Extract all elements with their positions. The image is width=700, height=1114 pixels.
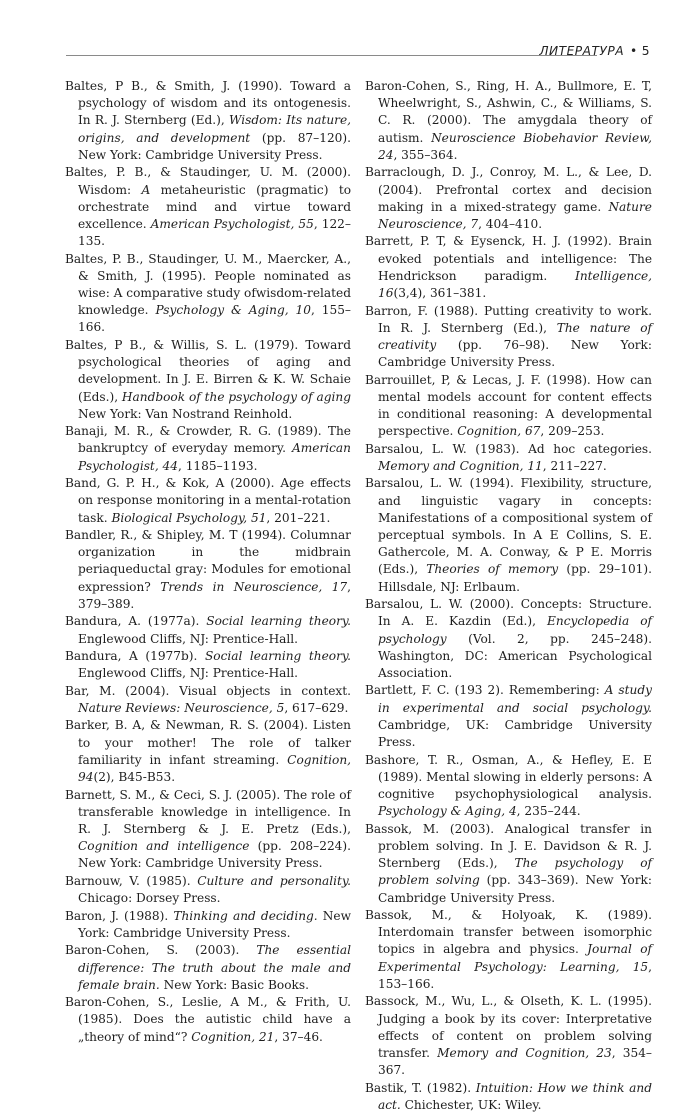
reference-text: Cambridge, UK: Cambridge University Press.	[378, 717, 652, 750]
references-right-column	[365, 78, 652, 1114]
reference-entry	[65, 423, 351, 475]
reference-text: (3,4), 361–381.	[393, 286, 487, 301]
reference-text: Baltes, P B., & Smith, J. (1990). Toward a psychology of wisdom and its ontogenesis. In R. J. Sternberg (Ed.),	[65, 79, 351, 128]
reference-text: Barker, B. A, & Newman, R. S. (2004). Listen to your mother! The role of talker familiarity in infant streaming.	[65, 718, 351, 767]
reference-entry	[65, 648, 351, 682]
reference-entry	[365, 1080, 652, 1114]
reference-text: (pp. 29–101). Hillsdale, NJ: Erlbaum.	[378, 562, 652, 594]
reference-text: (pp. 208–224). New York: Cambridge University Press.	[78, 839, 351, 871]
reference-text: Bandura, A (1977b).	[65, 649, 205, 664]
reference-text: (pp. 76–98). New York: Cambridge University Press.	[378, 337, 652, 370]
reference-italic-text: Encyclopedia of psychology	[378, 614, 653, 646]
reference-entry	[65, 337, 351, 423]
reference-italic-text: Intelligence, 16	[378, 268, 652, 301]
reference-text: Chicago: Dorsey Press.	[78, 891, 221, 906]
reference-italic-text: The psychology of problem solving	[378, 856, 653, 888]
reference-text: , 235–244.	[516, 804, 581, 819]
reference-italic-text: Trends in Neuroscience, 17	[160, 579, 348, 594]
reference-text: Band, G. P. H., & Kok, A (2000). Age effects on response monitoring in a mental-rotation task.	[65, 476, 351, 525]
reference-entry	[65, 527, 351, 613]
reference-text: Baltes, P. B., Staudinger, U. M., Maercker, A., & Smith, J. (1995). People nominated as wise: A comparative study ofwisdom-related knowledge.	[65, 251, 351, 318]
reference-text: Baron-Cohen, S., Leslie, A M., & Frith, U. (1985). Does the autistic child have a „theory of mind“?	[65, 995, 351, 1044]
reference-italic-text: Social learning theory.	[206, 614, 351, 629]
reference-text: Bandura, A. (1977a).	[65, 614, 207, 629]
reference-text: metaheuristic (pragmatic) to orchestrate mind and virtue toward excellence.	[78, 182, 352, 231]
reference-text: (Vol. 2, pp. 245–248). Washington, DC: American Psychological Association.	[378, 631, 652, 680]
reference-entry	[365, 372, 652, 441]
reference-entry	[365, 907, 652, 993]
reference-text: Englewood Cliffs, NJ: Prentice-Hall.	[78, 666, 299, 681]
reference-italic-text: The nature of creativity	[378, 320, 652, 352]
reference-text: , 354–367.	[378, 1045, 652, 1078]
reference-italic-text: Cognition, 21	[191, 1029, 275, 1044]
reference-text: , 37–46.	[274, 1029, 323, 1044]
reference-text: , 201–221.	[266, 510, 331, 525]
reference-text: , 153–166.	[378, 959, 652, 991]
reference-italic-text: American Psychologist, 44	[78, 441, 351, 473]
reference-italic-text: A study in experimental and social psychology.	[378, 683, 652, 715]
reference-text: Bassock, M., Wu, L., & Olseth, K. L. (1995). Judging a book by its cover: Interpretative effects of content on problem solving transfer.	[365, 994, 652, 1060]
page-number: 5	[641, 44, 650, 58]
reference-italic-text: Culture and personality.	[197, 873, 351, 888]
reference-text: Bar, M. (2004). Visual objects in context.	[65, 683, 351, 698]
reference-entry	[365, 303, 652, 372]
reference-text: Englewood Cliffs, NJ: Prentice-Hall.	[78, 631, 299, 646]
reference-entry	[365, 164, 652, 233]
reference-italic-text: Cognition, 67	[457, 424, 541, 439]
reference-entry	[65, 908, 351, 942]
reference-text: New York: Basic Books.	[159, 977, 309, 992]
reference-italic-text: Handbook of the psychology of aging	[121, 389, 351, 404]
reference-entry	[65, 787, 351, 873]
reference-text: , 209–253.	[540, 424, 605, 439]
reference-text: Chichester, UK: Wiley.	[400, 1097, 542, 1112]
reference-entry	[365, 596, 652, 682]
reference-entry	[65, 78, 351, 164]
reference-text: Baltes, P. B., & Staudinger, U. M. (2000). Wisdom:	[65, 165, 351, 197]
reference-text: , 1185–1193.	[177, 458, 258, 473]
reference-text: Bartlett, F. C. (193 2). Remembering:	[365, 683, 605, 698]
reference-italic-text: Theories of memory	[426, 562, 559, 577]
reference-entry	[65, 942, 351, 994]
reference-entry	[365, 475, 652, 595]
reference-text: New York: Cambridge University Press.	[78, 908, 352, 940]
reference-italic-text: Journal of Experimental Psychology: Learning, 15	[378, 942, 652, 974]
references-left-column	[65, 78, 351, 1046]
reference-entry	[365, 682, 652, 751]
reference-italic-text: Wisdom: Its nature, origins, and development	[78, 113, 351, 145]
reference-italic-text: Memory and Cognition, 23	[437, 1045, 612, 1060]
reference-text: Baron, J. (1988).	[65, 908, 174, 923]
reference-entry	[365, 993, 652, 1079]
reference-italic-text: The essential difference: The truth about the male and female brain.	[78, 943, 352, 992]
section-title: ЛИТЕРАТУРА	[539, 44, 625, 58]
reference-text: Barron, F. (1988). Putting creativity to work. In R. J. Sternberg (Ed.),	[365, 303, 652, 335]
reference-italic-text: Psychology & Aging, 4	[378, 804, 517, 819]
reference-entry	[65, 717, 351, 786]
reference-text: Baron-Cohen, S. (2003).	[65, 943, 257, 958]
reference-italic-text: Nature Reviews: Neuroscience, 5	[78, 700, 285, 715]
reference-text: , 404–410.	[478, 216, 543, 231]
reference-text: , 122–135.	[78, 216, 351, 249]
reference-text: Barraclough, D. J., Conroy, M. L., & Lee, D. (2004). Prefrontal cortex and decision making in a mixed-strategy game.	[365, 165, 652, 214]
reference-italic-text: Psychology & Aging, 10	[155, 303, 311, 318]
reference-text: Bashore, T. R., Osman, A., & Hefley, E. E (1989). Mental slowing in elderly persons: A cognitive psychophysiological analysis.	[365, 752, 652, 801]
reference-text: Bassok, M., & Holyoak, K. (1989). Interdomain transfer between isomorphic topics in algebra and physics.	[365, 908, 652, 957]
reference-text: Bastik, T. (1982).	[365, 1080, 476, 1095]
reference-text: Barsalou, L. W. (1983). Ad hoc categories.	[365, 441, 652, 456]
reference-italic-text: Nature Neuroscience, 7	[378, 199, 652, 231]
reference-italic-text: Cognition, 94	[78, 752, 351, 785]
reference-text: , 211–227.	[542, 458, 607, 473]
reference-text: Barsalou, L. W. (2000). Concepts: Structure. In A. E. Kazdin (Ed.),	[365, 597, 652, 629]
reference-italic-text: American Psychologist, 55	[150, 216, 314, 231]
reference-entry	[365, 752, 652, 821]
reference-text: (pp. 343–369). New York: Cambridge University Press.	[378, 873, 652, 905]
reference-text: Barnouw, V. (1985).	[65, 873, 198, 888]
reference-text: , 155–166.	[78, 303, 351, 335]
reference-entry	[65, 613, 351, 647]
header-rule	[66, 55, 597, 56]
reference-text: (2), B45-B53.	[93, 770, 176, 785]
reference-italic-text: A	[141, 182, 151, 197]
reference-text: Baltes, P B., & Willis, S. L. (1979). Toward psychological theories of aging and development. In J. E. Birren & K. W. Schaie (Eds.),	[65, 337, 351, 404]
reference-italic-text: Social learning theory.	[204, 649, 351, 664]
reference-text: Barsalou, L. W. (1994). Flexibility, structure, and linguistic vagary in concepts: Manifestations of a compositional system of perceptual symbols. In A E Collins, S. E. Gathercole, M. A. Conway, & P E. Morris (Eds.),	[365, 476, 652, 577]
reference-italic-text: Intuition: How we think and act.	[378, 1080, 652, 1112]
reference-entry	[365, 233, 652, 302]
reference-italic-text: Thinking and deciding.	[173, 908, 318, 923]
reference-italic-text: Neuroscience Biobehavior Review, 24	[378, 130, 653, 162]
reference-text: Barrett, P. T, & Eysenck, H. J. (1992). Brain evoked potentials and intelligence: The Hendrickson paradigm.	[365, 234, 652, 283]
running-head	[539, 44, 650, 58]
reference-text: New York: Van Nostrand Reinhold.	[78, 406, 293, 421]
reference-text: Barrouillet, P, & Lecas, J. F. (1998). How can mental models account for content effects in conditional reasoning: A developmental perspective.	[365, 372, 652, 439]
reference-text: , 617–629.	[284, 700, 349, 715]
page-header	[0, 0, 700, 72]
reference-entry	[65, 683, 351, 717]
reference-text: Banaji, M. R., & Crowder, R. G. (1989). The bankruptcy of everyday memory.	[65, 424, 351, 456]
header-separator: •	[630, 44, 638, 58]
reference-italic-text: Cognition and intelligence	[78, 839, 250, 854]
reference-entry	[365, 441, 652, 475]
reference-entry	[65, 475, 351, 527]
reference-text: Barnett, S. M., & Ceci, S. J. (2005). The role of transferable knowledge in intelligence. In R. J. Sternberg & J. E. Pretz (Eds.),	[65, 787, 351, 836]
reference-text: (pp. 87–120). New York: Cambridge University Press.	[78, 130, 351, 162]
reference-text: , 379–389.	[78, 579, 351, 611]
reference-text: Bassok, M. (2003). Analogical transfer in problem solving. In J. E. Davidson & R. J. Sternberg (Eds.),	[365, 821, 652, 871]
reference-entry	[365, 821, 652, 907]
reference-text: Baron-Cohen, S., Ring, H. A., Bullmore, E. T, Wheelwright, S., Ashwin, C., & Williams, S. C. R. (2000). The amygdala theory of autism.	[365, 79, 652, 145]
reference-entry	[365, 78, 652, 164]
reference-text: Bandler, R., & Shipley, M. T (1994). Columnar organization in the midbrain periaqueductal gray: Modules for emotional expression?	[65, 528, 351, 594]
reference-entry	[65, 251, 351, 337]
reference-entry	[65, 873, 351, 907]
reference-italic-text: Biological Psychology, 51	[111, 510, 267, 525]
reference-italic-text: Memory and Cognition, 11	[378, 458, 543, 473]
reference-entry	[65, 994, 351, 1046]
reference-entry	[65, 164, 351, 250]
reference-text: , 355–364.	[393, 147, 458, 162]
